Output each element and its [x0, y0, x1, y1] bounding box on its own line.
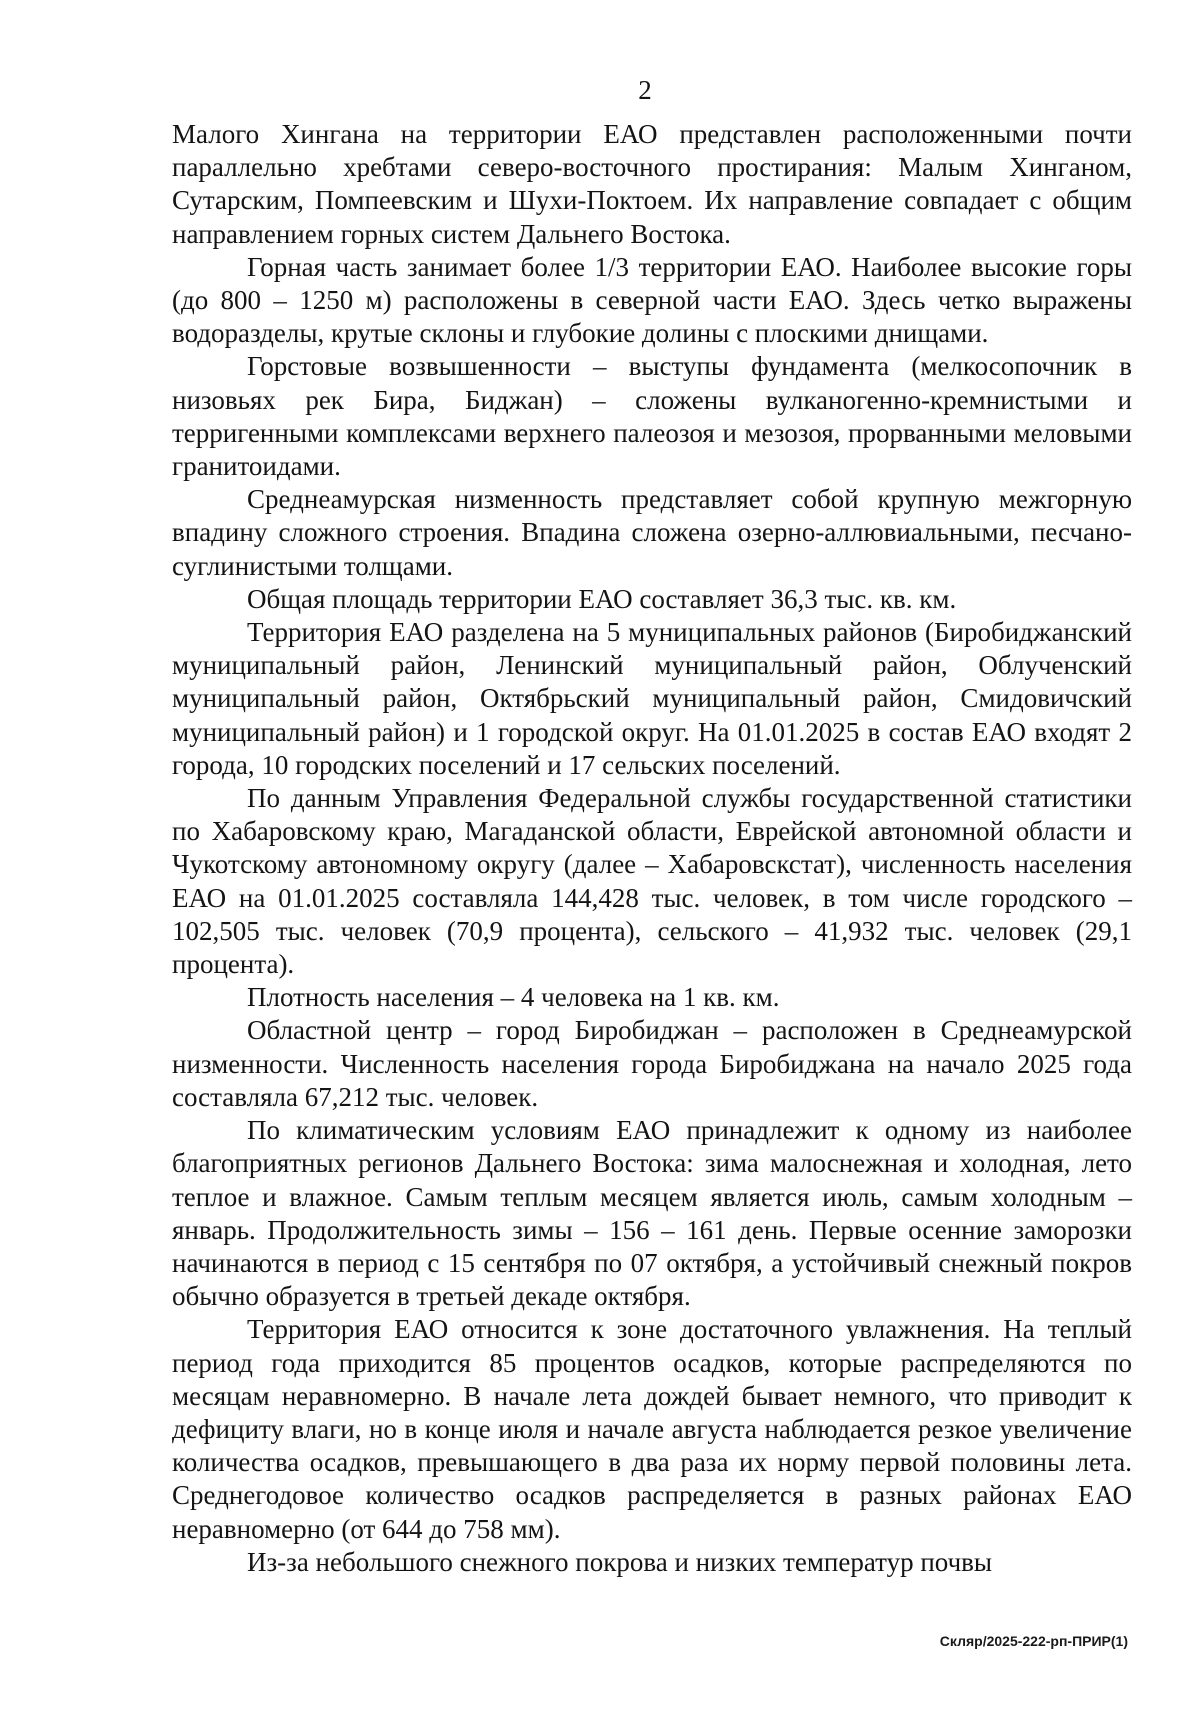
paragraph-snow-cover: Из-за небольшого снежного покрова и низких температур почвы: [247, 1546, 993, 1577]
document-body: [172, 118, 1132, 1579]
paragraph-population: По данным Управления Федеральной службы государственной статистики по Хабаровскому краю, Магаданской области, Еврейской автономной области и Чукотскому автономному округу (далее – Хабаровскстат), численность населения ЕАО на 01.01.2025 составляла 144,428 тыс. человек, в том числе городского – 102,505 тыс. человек (70,9 процента), сельского – 41,932 тыс. человек (29,1 процента).: [172, 783, 1132, 980]
page-number: 2: [638, 75, 652, 105]
paragraph-horst-uplands: Горстовые возвышенности – выступы фундамента (мелкосопочник в низовьях рек Бира, Биджан) – сложены вулканогенно-кремнистыми и терригенными комплексами верхнего палеозоя и мезозоя, прорванными меловыми гранитоидами.: [172, 351, 1132, 482]
paragraph-precipitation: Территория ЕАО относится к зоне достаточного увлажнения. На теплый период года приходится 85 процентов осадков, которые распределяются по месяцам неравномерно. В начале лета дождей бывает немного, что приводит к дефициту влаги, но в конце июля и начале августа наблюдается резкое увеличение количества осадков, превышающего в два раза их норму первой половины лета. Среднегодовое количество осадков распределяется в разных районах ЕАО неравномерно (от 644 до 758 мм).: [172, 1314, 1132, 1544]
paragraph-total-area: Общая площадь территории ЕАО составляет 36,3 тыс. кв. км.: [247, 583, 957, 614]
paragraph-regional-center: Областной центр – город Биробиджан – расположен в Среднеамурской низменности. Численность населения города Биробиджана на начало 2025 года составляла 67,212 тыс. человек.: [172, 1015, 1132, 1112]
document-registration-code: Скляр/2025-222-рп-ПРИР(1): [939, 1633, 1128, 1649]
paragraph-continuation: Малого Хингана на территории ЕАО представлен расположенными почти параллельно хребтами северо-восточного простирания: Малым Хинганом, Сутарским, Помпеевским и Шухи-Поктоем. Их направление совпадает с общим направлением горных систем Дальнего Востока.: [172, 119, 1132, 249]
paragraph-sredneamur-lowland: Среднеамурская низменность представляет собой крупную межгорную впадину сложного строения. Впадина сложена озерно-аллювиальными, песчано-суглинистыми толщами.: [172, 484, 1132, 581]
paragraph-mountain-part: Горная часть занимает более 1/3 территории ЕАО. Наиболее высокие горы (до 800 – 1250 м) расположены в северной части ЕАО. Здесь четко выражены водоразделы, крутые склоны и глубокие долины с плоскими днищами.: [172, 251, 1132, 349]
paragraph-climate: По климатическим условиям ЕАО принадлежит к одному из наиболее благоприятных регионов Дальнего Востока: зима малоснежная и холодная, лето теплое и влажное. Самым теплым месяцем является июль, самым холодным – январь. Продолжительность зимы – 156 – 161 день. Первые осенние заморозки начинаются в период с 15 сентября по 07 октября, а устойчивый снежный покров обычно образуется в третьей декаде октября.: [172, 1115, 1132, 1312]
paragraph-municipal-division: Территория ЕАО разделена на 5 муниципальных районов (Биробиджанский муниципальный район, Ленинский муниципальный район, Облученский муниципальный район, Октябрьский муниципальный район, Смидовичский муниципальный район) и 1 городской округ. На 01.01.2025 в состав ЕАО входят 2 города, 10 городских поселений и 17 сельских поселений.: [172, 617, 1132, 780]
paragraph-population-density: Плотность населения – 4 человека на 1 кв. км.: [247, 982, 780, 1013]
